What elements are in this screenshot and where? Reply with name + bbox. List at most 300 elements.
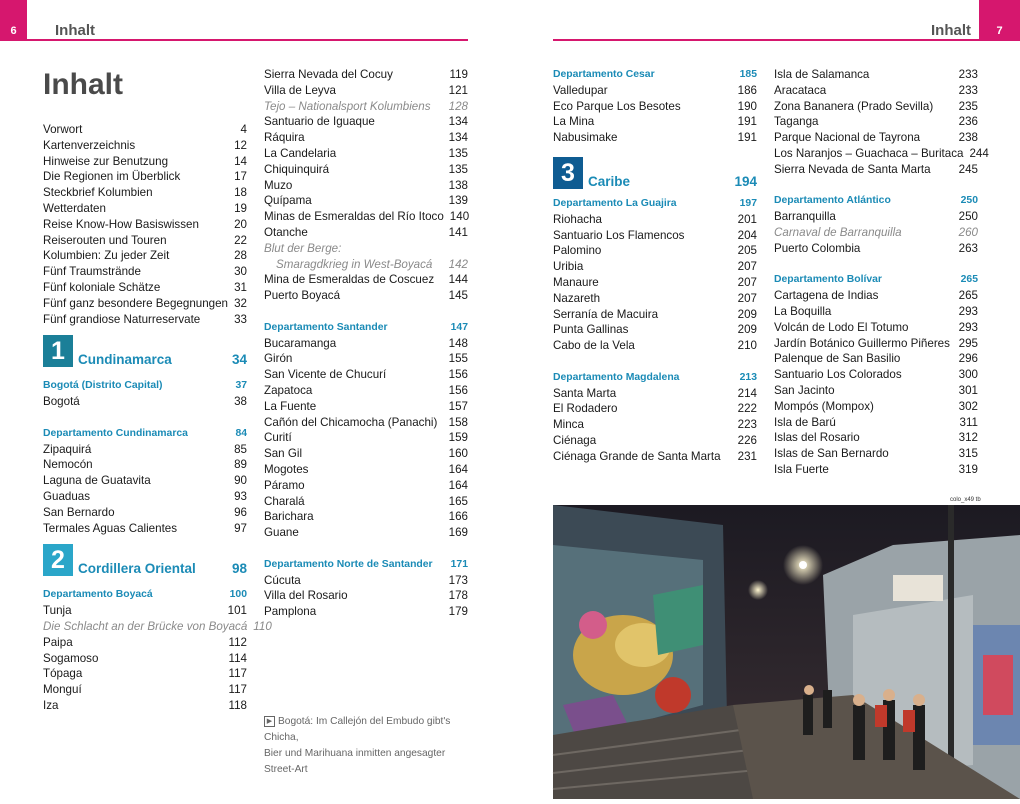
left-page-number: 6 xyxy=(0,0,27,41)
toc-section-heading[interactable] xyxy=(264,320,468,336)
entry-page: 147 xyxy=(450,321,468,333)
toc-entry[interactable] xyxy=(264,241,468,257)
chapter-3-heading[interactable] xyxy=(553,153,757,189)
toc-entry[interactable] xyxy=(43,603,247,619)
entry-page: 20 xyxy=(234,217,247,231)
entry-title: Volcán de Lodo El Totumo xyxy=(774,320,909,334)
entry-title: Muzo xyxy=(264,178,293,192)
toc-entry[interactable] xyxy=(264,573,468,589)
entry-page: 207 xyxy=(737,260,757,274)
list-spacer xyxy=(43,410,247,426)
entry-title: El Rodadero xyxy=(553,402,618,416)
entry-page: 22 xyxy=(234,233,247,247)
list-spacer xyxy=(774,257,978,273)
toc-list xyxy=(553,67,757,146)
toc-entry[interactable] xyxy=(774,367,978,383)
entry-title: Puerto Boyacá xyxy=(264,289,341,303)
entry-page: 96 xyxy=(234,505,247,519)
entry-page: 30 xyxy=(234,265,247,279)
entry-page: 121 xyxy=(448,83,468,97)
list-spacer xyxy=(264,304,468,320)
toc-entry[interactable] xyxy=(264,257,468,273)
toc-entry[interactable] xyxy=(264,114,468,130)
toc-entry[interactable] xyxy=(264,478,468,494)
entry-page: 97 xyxy=(234,521,247,535)
entry-page: 141 xyxy=(448,225,468,239)
toc-entry[interactable] xyxy=(774,304,978,320)
entry-title: San Gil xyxy=(264,447,303,461)
entry-page: 148 xyxy=(448,336,468,350)
toc-entry[interactable] xyxy=(774,383,978,399)
entry-page: 37 xyxy=(235,380,247,392)
toc-entry[interactable] xyxy=(264,446,468,462)
entry-title: Taganga xyxy=(774,115,819,129)
entry-page: 222 xyxy=(737,402,757,416)
entry-title: Die Regionen im Überblick xyxy=(43,170,181,184)
entry-page: 117 xyxy=(228,683,247,697)
toc-entry[interactable] xyxy=(774,225,978,241)
entry-title: Sierra Nevada de Santa Marta xyxy=(774,162,931,176)
entry-title: Steckbrief Kolumbien xyxy=(43,186,153,200)
entry-title: Departamento Atlántico xyxy=(774,195,891,207)
list-spacer xyxy=(264,541,468,557)
toc-section-heading[interactable] xyxy=(774,193,978,209)
right-running-head: Inhalt xyxy=(931,22,971,39)
entry-page: 118 xyxy=(228,698,247,712)
right-header-rule xyxy=(553,39,979,41)
toc-entry[interactable] xyxy=(264,367,468,383)
toc-entry[interactable] xyxy=(43,296,247,312)
toc-entry[interactable] xyxy=(43,457,247,473)
toc-entry[interactable] xyxy=(43,473,247,489)
toc-entry[interactable] xyxy=(43,169,247,185)
entry-title: La Boquilla xyxy=(774,304,832,318)
entry-title: Tejo – Nationalsport Kolumbiens xyxy=(264,99,431,113)
chapter-number-badge: 3 xyxy=(553,157,583,189)
entry-page: 301 xyxy=(958,383,978,397)
entry-page: 233 xyxy=(958,68,978,81)
entry-page: 135 xyxy=(448,162,468,176)
toc-entry[interactable] xyxy=(264,351,468,367)
toc-entry[interactable] xyxy=(43,312,247,328)
toc-entry[interactable] xyxy=(43,505,247,521)
toc-entry[interactable] xyxy=(264,288,468,304)
entry-page: 14 xyxy=(234,154,247,168)
entry-title: Bucaramanga xyxy=(264,336,337,350)
toc-entry[interactable] xyxy=(264,399,468,415)
entry-page: 190 xyxy=(737,99,757,113)
toc-entry[interactable] xyxy=(774,462,978,478)
entry-title: Santa Marta xyxy=(553,386,617,400)
entry-title: Departamento La Guajira xyxy=(553,197,677,209)
toc-entry[interactable] xyxy=(264,83,468,99)
entry-page: 197 xyxy=(739,197,757,209)
entry-page: 209 xyxy=(737,323,757,337)
toc-entry[interactable] xyxy=(43,635,247,651)
entry-page: 235 xyxy=(958,99,978,113)
toc-entry[interactable] xyxy=(774,336,978,352)
entry-title: Santuario Los Flamencos xyxy=(553,228,685,242)
entry-title: Minca xyxy=(553,418,584,432)
entry-title: Curití xyxy=(264,431,292,445)
left-running-head: Inhalt xyxy=(55,22,95,39)
toc-column-4 xyxy=(774,67,989,478)
toc-entry[interactable] xyxy=(553,114,757,130)
entry-page: 166 xyxy=(448,510,468,524)
entry-page: 210 xyxy=(737,339,757,353)
toc-section-heading[interactable] xyxy=(43,426,247,442)
chapter-2-heading[interactable] xyxy=(43,540,247,576)
toc-section-heading[interactable] xyxy=(553,196,757,212)
entry-title: Isla de Salamanca xyxy=(774,68,870,81)
entry-page: 209 xyxy=(737,307,757,321)
entry-title: Manaure xyxy=(553,275,599,289)
entry-title: Departamento Santander xyxy=(264,321,388,333)
toc-entry[interactable] xyxy=(553,417,757,433)
entry-title: Guaduas xyxy=(43,489,91,503)
entry-title: Fünf Traumstrände xyxy=(43,265,141,279)
entry-page: 204 xyxy=(737,228,757,242)
entry-title: Cúcuta xyxy=(264,573,301,587)
entry-title: Departamento Magdalena xyxy=(553,371,680,383)
toc-entry[interactable] xyxy=(553,401,757,417)
entry-page: 205 xyxy=(737,244,757,258)
entry-title: Bogotá xyxy=(43,395,80,409)
entry-page: 90 xyxy=(234,474,247,488)
entry-title: Kolumbien: Zu jeder Zeit xyxy=(43,249,170,263)
toc-entry[interactable] xyxy=(553,83,757,99)
entry-page: 302 xyxy=(958,399,978,413)
entry-title: Islas de San Bernardo xyxy=(774,447,889,461)
photo-credit: colo_x49 tb xyxy=(950,497,981,503)
toc-entry[interactable] xyxy=(264,225,468,241)
entry-page: 238 xyxy=(958,131,978,145)
entry-title: Tunja xyxy=(43,604,72,618)
toc-section-heading[interactable] xyxy=(43,587,247,603)
entry-title: Die Schlacht an der Brücke von Boyacá xyxy=(43,619,248,633)
toc-entry[interactable] xyxy=(43,619,272,635)
entry-title: Zona Bananera (Prado Sevilla) xyxy=(774,99,934,113)
toc-entry[interactable] xyxy=(43,154,247,170)
entry-page: 140 xyxy=(449,210,470,224)
toc-section-heading[interactable] xyxy=(774,272,978,288)
toc-entry[interactable] xyxy=(774,320,978,336)
entry-title: Pamplona xyxy=(264,605,317,619)
toc-entry[interactable] xyxy=(774,99,978,115)
entry-page: 296 xyxy=(958,352,978,366)
entry-title: Nabusimake xyxy=(553,131,618,145)
entry-title: Reise Know-How Basiswissen xyxy=(43,217,199,231)
entry-title: Mompós (Mompox) xyxy=(774,399,874,413)
entry-title: San Jacinto xyxy=(774,383,835,397)
entry-title: La Mina xyxy=(553,115,595,129)
toc-entry[interactable] xyxy=(264,178,468,194)
toc-entry[interactable] xyxy=(264,146,468,162)
toc-entry[interactable] xyxy=(774,83,978,99)
toc-entry[interactable] xyxy=(264,604,468,620)
toc-entry[interactable] xyxy=(264,99,468,115)
entry-page: 186 xyxy=(737,83,757,97)
toc-entry[interactable] xyxy=(264,272,468,288)
chapter-1-heading[interactable] xyxy=(43,331,247,367)
entry-page: 169 xyxy=(448,526,468,540)
toc-entry[interactable] xyxy=(264,67,468,83)
toc-column-2 xyxy=(264,67,468,620)
entry-title: Chiquinquirá xyxy=(264,162,330,176)
entry-page: 160 xyxy=(448,447,468,461)
entry-page: 101 xyxy=(227,604,247,618)
entry-title: Villa del Rosario xyxy=(264,589,348,603)
entry-page: 233 xyxy=(958,83,978,97)
entry-page: 142 xyxy=(448,257,468,271)
entry-title: Minas de Esmeraldas del Río Itoco xyxy=(264,210,444,224)
toc-entry[interactable] xyxy=(774,114,978,130)
entry-page: 300 xyxy=(958,368,978,382)
toc-entry[interactable] xyxy=(774,162,978,178)
toc-entry[interactable] xyxy=(774,288,978,304)
entry-title: Fünf grandiose Naturreservate xyxy=(43,312,201,326)
toc-entry[interactable] xyxy=(553,322,757,338)
entry-page: 134 xyxy=(448,115,468,129)
entry-title: Páramo xyxy=(264,478,305,492)
page-title: Inhalt xyxy=(43,68,123,101)
toc-entry[interactable] xyxy=(553,449,757,465)
toc-entry[interactable] xyxy=(264,415,468,431)
toc-entry[interactable] xyxy=(264,462,468,478)
entry-page: 207 xyxy=(737,291,757,305)
entry-title: Laguna de Guatavita xyxy=(43,474,151,488)
toc-entry[interactable] xyxy=(43,682,247,698)
toc-entry[interactable] xyxy=(264,588,468,604)
entry-page: 315 xyxy=(958,447,978,461)
chapter-page: 194 xyxy=(734,173,757,189)
toc-entry[interactable] xyxy=(774,415,978,431)
entry-page: 250 xyxy=(958,210,978,224)
entry-page: 38 xyxy=(234,395,247,409)
toc-entry[interactable] xyxy=(43,698,247,714)
toc-entry[interactable] xyxy=(264,193,468,209)
entry-title: Otanche xyxy=(264,225,308,239)
left-header-rule xyxy=(27,39,468,41)
entry-page: 135 xyxy=(448,146,468,160)
toc-entry[interactable] xyxy=(43,521,247,537)
entry-title: Nazareth xyxy=(553,291,601,305)
toc-section-heading[interactable] xyxy=(553,370,757,386)
entry-title: Wetterdaten xyxy=(43,201,106,215)
toc-entry[interactable] xyxy=(774,446,978,462)
entry-page: 156 xyxy=(448,368,468,382)
toc-entry[interactable] xyxy=(553,433,757,449)
entry-page: 19 xyxy=(234,201,247,215)
chapter-title: Cundinamarca xyxy=(78,352,172,368)
entry-page: 84 xyxy=(235,427,247,439)
toc-entry[interactable] xyxy=(43,217,247,233)
entry-page: 250 xyxy=(960,195,978,207)
toc-entry[interactable] xyxy=(553,307,757,323)
toc-entry[interactable] xyxy=(264,525,468,541)
entry-page: 144 xyxy=(448,273,468,287)
entry-title: San Bernardo xyxy=(43,505,115,519)
entry-title: Zipaquirá xyxy=(43,442,92,456)
entry-title: Departamento Bolívar xyxy=(774,274,882,286)
entry-title: Blut der Berge: xyxy=(264,241,342,255)
entry-title: Punta Gallinas xyxy=(553,323,629,337)
toc-entry[interactable] xyxy=(553,228,757,244)
entry-page: 134 xyxy=(448,131,468,145)
toc-entry[interactable] xyxy=(43,489,247,505)
toc-column-3 xyxy=(553,67,757,465)
toc-entry[interactable] xyxy=(264,209,468,225)
toc-entry[interactable] xyxy=(774,209,978,225)
toc-entry[interactable] xyxy=(774,146,989,162)
entry-title: Santuario de Iguaque xyxy=(264,115,375,129)
entry-title: Smaragdkrieg in West-Boyacá xyxy=(276,257,433,271)
toc-entry[interactable] xyxy=(43,394,247,410)
toc-entry[interactable] xyxy=(43,233,247,249)
entry-page: 89 xyxy=(234,458,247,472)
toc-entry[interactable] xyxy=(774,67,978,83)
entry-title: Isla Fuerte xyxy=(774,462,829,476)
entry-page: 117 xyxy=(228,667,247,681)
toc-entry[interactable] xyxy=(553,291,757,307)
entry-page: 231 xyxy=(737,449,757,463)
entry-title: La Fuente xyxy=(264,399,317,413)
entry-title: Islas del Rosario xyxy=(774,431,860,445)
entry-page: 201 xyxy=(737,212,757,226)
entry-title: Paipa xyxy=(43,635,73,649)
toc-entry[interactable] xyxy=(774,241,978,257)
entry-page: 114 xyxy=(228,651,247,665)
toc-entry[interactable] xyxy=(553,259,757,275)
entry-page: 207 xyxy=(737,275,757,289)
toc-entry[interactable] xyxy=(264,494,468,510)
toc-entry[interactable] xyxy=(264,509,468,525)
toc-section-heading[interactable] xyxy=(553,67,757,83)
entry-title: Departamento Norte de Santander xyxy=(264,558,433,570)
entry-title: Serranía de Macuira xyxy=(553,307,659,321)
toc-entry[interactable] xyxy=(43,185,247,201)
entry-title: Los Naranjos – Guachaca – Buritaca xyxy=(774,146,964,160)
toc-entry[interactable] xyxy=(774,430,978,446)
entry-page: 164 xyxy=(448,478,468,492)
list-spacer xyxy=(553,354,757,370)
entry-page: 112 xyxy=(228,635,247,649)
entry-page: 245 xyxy=(958,162,978,176)
toc-entry[interactable] xyxy=(264,383,468,399)
entry-title: Sogamoso xyxy=(43,651,99,665)
list-spacer xyxy=(774,178,978,194)
entry-title: Jardín Botánico Guillermo Piñeres xyxy=(774,336,950,350)
entry-title: Ciénaga xyxy=(553,433,597,447)
toc-entry[interactable] xyxy=(264,162,468,178)
entry-page: 93 xyxy=(234,489,247,503)
toc-entry[interactable] xyxy=(43,442,247,458)
entry-page: 4 xyxy=(240,123,247,136)
toc-entry[interactable] xyxy=(264,430,468,446)
toc-entry[interactable] xyxy=(774,351,978,367)
entry-title: Palomino xyxy=(553,244,602,258)
entry-page: 159 xyxy=(448,431,468,445)
entry-page: 265 xyxy=(958,289,978,303)
entry-page: 244 xyxy=(969,146,989,160)
entry-title: Aracataca xyxy=(774,83,827,97)
arrow-right-icon: ▶ xyxy=(264,716,275,727)
entry-page: 85 xyxy=(234,442,247,456)
toc-entry[interactable] xyxy=(43,248,247,264)
entry-page: 173 xyxy=(448,573,468,587)
entry-page: 18 xyxy=(234,186,247,200)
entry-title: Fünf koloniale Schätze xyxy=(43,280,161,294)
entry-page: 165 xyxy=(448,494,468,508)
toc-entry[interactable] xyxy=(43,201,247,217)
entry-page: 12 xyxy=(234,138,247,152)
toc-entry[interactable] xyxy=(774,130,978,146)
chapter-2-list xyxy=(43,587,272,713)
chapter-number-badge: 1 xyxy=(43,335,73,367)
entry-page: 213 xyxy=(739,371,757,383)
entry-title: Reiserouten und Touren xyxy=(43,233,167,247)
toc-entry[interactable] xyxy=(553,275,757,291)
toc-entry[interactable] xyxy=(43,122,247,138)
entry-page: 28 xyxy=(234,249,247,263)
entry-title: Eco Parque Los Besotes xyxy=(553,99,681,113)
entry-page: 139 xyxy=(448,194,468,208)
entry-title: Hinweise zur Benutzung xyxy=(43,154,169,168)
entry-page: 158 xyxy=(448,415,468,429)
entry-title: Uribia xyxy=(553,260,584,274)
toc-section-heading[interactable] xyxy=(43,378,247,394)
toc-entry[interactable] xyxy=(553,386,757,402)
entry-page: 293 xyxy=(958,304,978,318)
toc-entry[interactable] xyxy=(43,666,247,682)
toc-entry[interactable] xyxy=(553,212,757,228)
toc-entry[interactable] xyxy=(553,99,757,115)
toc-entry[interactable] xyxy=(774,399,978,415)
entry-title: Quípama xyxy=(264,194,312,208)
entry-page: 171 xyxy=(450,558,468,570)
entry-page: 265 xyxy=(960,274,978,286)
entry-page: 260 xyxy=(958,225,978,239)
toc-entry[interactable] xyxy=(264,336,468,352)
toc-entry[interactable] xyxy=(43,280,247,296)
entry-page: 191 xyxy=(737,115,757,129)
toc-intro-list xyxy=(43,122,247,327)
toc-entry[interactable] xyxy=(553,338,757,354)
toc-entry[interactable] xyxy=(43,651,247,667)
entry-title: Guane xyxy=(264,526,299,540)
entry-title: Iza xyxy=(43,698,59,712)
toc-entry[interactable] xyxy=(43,264,247,280)
toc-entry[interactable] xyxy=(264,130,468,146)
toc-entry[interactable] xyxy=(553,243,757,259)
entry-title: Departamento Boyacá xyxy=(43,589,153,601)
entry-page: 312 xyxy=(958,431,978,445)
chapter-title: Cordillera Oriental xyxy=(78,561,196,577)
entry-page: 110 xyxy=(253,619,272,633)
toc-section-heading[interactable] xyxy=(264,557,468,573)
entry-title: Puerto Colombia xyxy=(774,241,861,255)
toc-entry[interactable] xyxy=(43,138,247,154)
entry-page: 33 xyxy=(234,312,247,326)
entry-title: Carnaval de Barranquilla xyxy=(774,225,902,239)
entry-page: 319 xyxy=(958,462,978,476)
entry-title: Termales Aguas Calientes xyxy=(43,521,178,535)
toc-entry[interactable] xyxy=(553,130,757,146)
entry-page: 156 xyxy=(448,383,468,397)
entry-page: 178 xyxy=(448,589,468,603)
toc-list xyxy=(553,196,757,465)
entry-page: 191 xyxy=(737,131,757,145)
